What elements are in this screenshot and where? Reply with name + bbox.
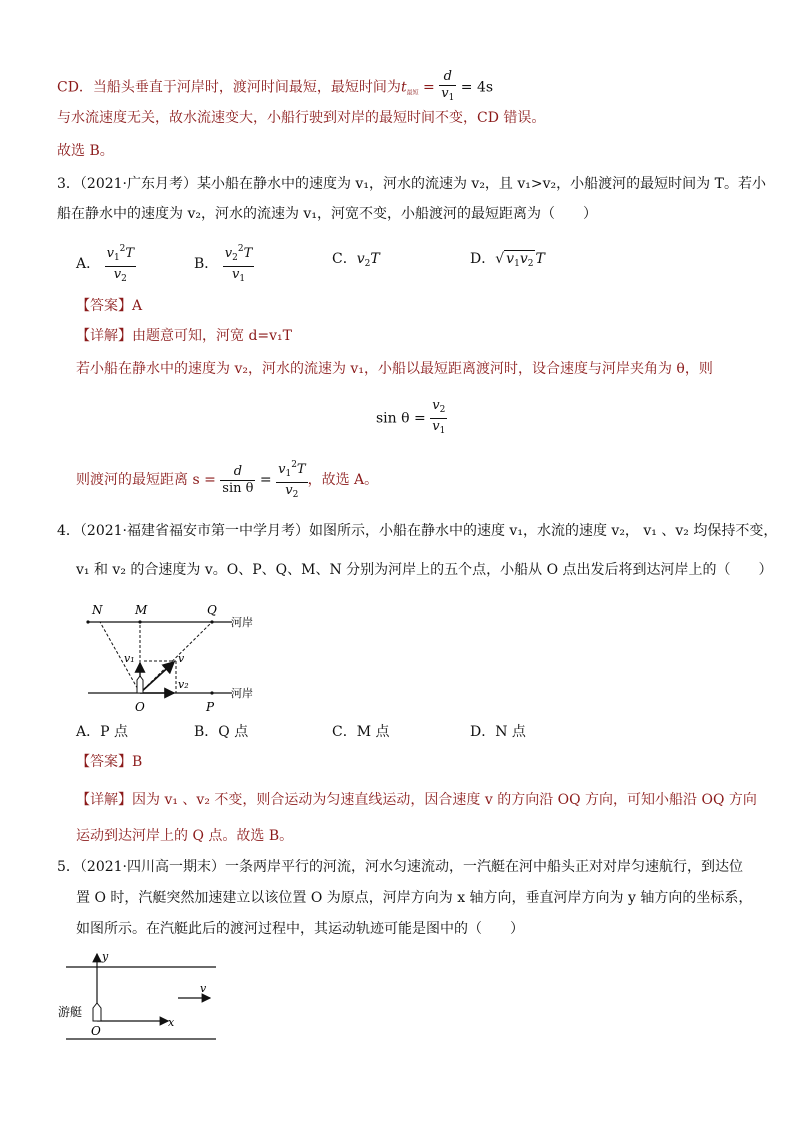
label-O: O — [135, 700, 145, 714]
q3-stem-line2: 船在静水中的速度为 v₂，河水的流速为 v₁，河宽不变，小船渡河的最短距离为（ ） — [57, 206, 597, 222]
q5-stem-line3: 如图所示。在汽艇此后的渡河过程中，其运动轨迹可能是图中的（ ） — [76, 921, 524, 937]
q4-river-diagram — [82, 600, 262, 715]
label-boat: 游艇 — [58, 1005, 83, 1019]
label-O: O — [91, 1024, 101, 1038]
label-Q: Q — [207, 603, 217, 617]
choose-b-line: 故选 B。 — [57, 143, 114, 159]
q4-option-b: B．Q 点 — [194, 724, 249, 740]
q3-sin-equation: sin θ = $\frac{v_2}{v_1}$ — [376, 398, 446, 436]
label-bottom-bank: 河岸 — [231, 687, 253, 700]
label-v1: v₁ — [124, 652, 135, 665]
q3-option-b: B． $\frac{v_2^2T}{v_1}$ — [194, 241, 254, 287]
label-v: v — [178, 652, 185, 665]
q3-detail-1: 【详解】由题意可知，河宽 d=v₁T — [76, 328, 293, 344]
q4-detail-1: 【详解】因为 v₁ 、v₂ 不变，则合运动为匀速直线运动，因合速度 v 的方向沿 OQ 方向，可知小船沿 OQ 方向 — [76, 792, 757, 808]
q3-answer: 【答案】A — [76, 298, 143, 314]
q4-option-d: D．N 点 — [470, 724, 526, 740]
q4-answer: 【答案】B — [76, 754, 143, 770]
q4-stem-line2: v₁ 和 v₂ 的合速度为 v。O、P、Q、M、N 分别为河岸上的五个点，小船从 O 点出发后将到达河岸上的（ ） — [76, 562, 773, 578]
label-y: y — [102, 950, 109, 963]
q4-stem-line1: 4．（2021·福建省福安市第一中学月考）如图所示，小船在静水中的速度 v₁，水流的速度 v₂， v₁ 、v₂ 均保持不变， — [57, 523, 778, 539]
q5-coordinate-diagram — [56, 948, 220, 1048]
label-N: N — [92, 603, 103, 617]
label-top-bank: 河岸 — [231, 616, 253, 629]
q3-option-a: A． $\frac{v_1^2T}{v_2}$ — [76, 241, 136, 287]
independent-line: 与水流速度无关，故水流速变大，小船行驶到对岸的最短时间不变，CD 错误。 — [57, 110, 546, 126]
speedboat-icon — [93, 1003, 101, 1021]
boat-icon — [137, 676, 143, 693]
label-x: x — [168, 1016, 175, 1029]
label-M: M — [135, 603, 148, 617]
q5-stem-line1: 5．（2021·四川高一期末）一条两岸平行的河流，河水匀速流动，一汽艇在河中船头正对对岸匀速航行，到达位 — [57, 859, 743, 875]
q5-stem-line2: 置 O 时，汽艇突然加速建立以该位置 O 为原点，河岸方向为 x 轴方向，垂直河岸方向为 y 轴方向的坐标系， — [76, 890, 753, 906]
label-v2: v₂ — [178, 678, 189, 691]
q3-option-a-fraction: $\frac{v_1^2T}{v_2}$ — [105, 241, 137, 287]
q3-option-c: C．$v_2T$ — [332, 251, 380, 269]
q3-option-d: D．√ $v_1v_2$ T — [470, 251, 545, 269]
q3-stem-line1: 3．（2021·广东月考）某小船在静水中的速度为 v₁，河水的流速为 v₂，且 v₁>v₂，小船渡河的最短时间为 T。若小 — [57, 176, 766, 192]
label-flow-v: v — [200, 982, 207, 995]
cd-statement-prefix: CD．当船头垂直于河岸时，渡河时间最短，最短时间为 — [57, 79, 401, 96]
cd-statement: CD．当船头垂直于河岸时，渡河时间最短，最短时间为$t_{最短}$ = $\frac{d}{v_1}$ = 4s — [57, 69, 493, 106]
q3-option-b-fraction: $\frac{v_2^2T}{v_1}$ — [223, 241, 255, 287]
v-arrow — [140, 662, 174, 693]
cd-fraction: $\frac{d}{v_1}$ — [441, 69, 455, 103]
label-P: P — [206, 700, 215, 714]
q4-detail-2: 运动到达河岸上的 Q 点。故选 B。 — [76, 828, 294, 844]
q4-option-c: C．M 点 — [332, 724, 390, 740]
q3-final-statement: 则渡河的最短距离 s = $\frac{d}{\text{sin θ}}$ = $\frac{v_1^2T}{v_2}$ ，故选 A。 — [76, 457, 378, 503]
q4-option-a: A．P 点 — [76, 724, 128, 740]
q3-detail-2: 若小船在静水中的速度为 v₂，河水的流速为 v₁，小船以最短距离渡河时，设合速度与河岸夹角为 θ，则 — [76, 361, 713, 377]
